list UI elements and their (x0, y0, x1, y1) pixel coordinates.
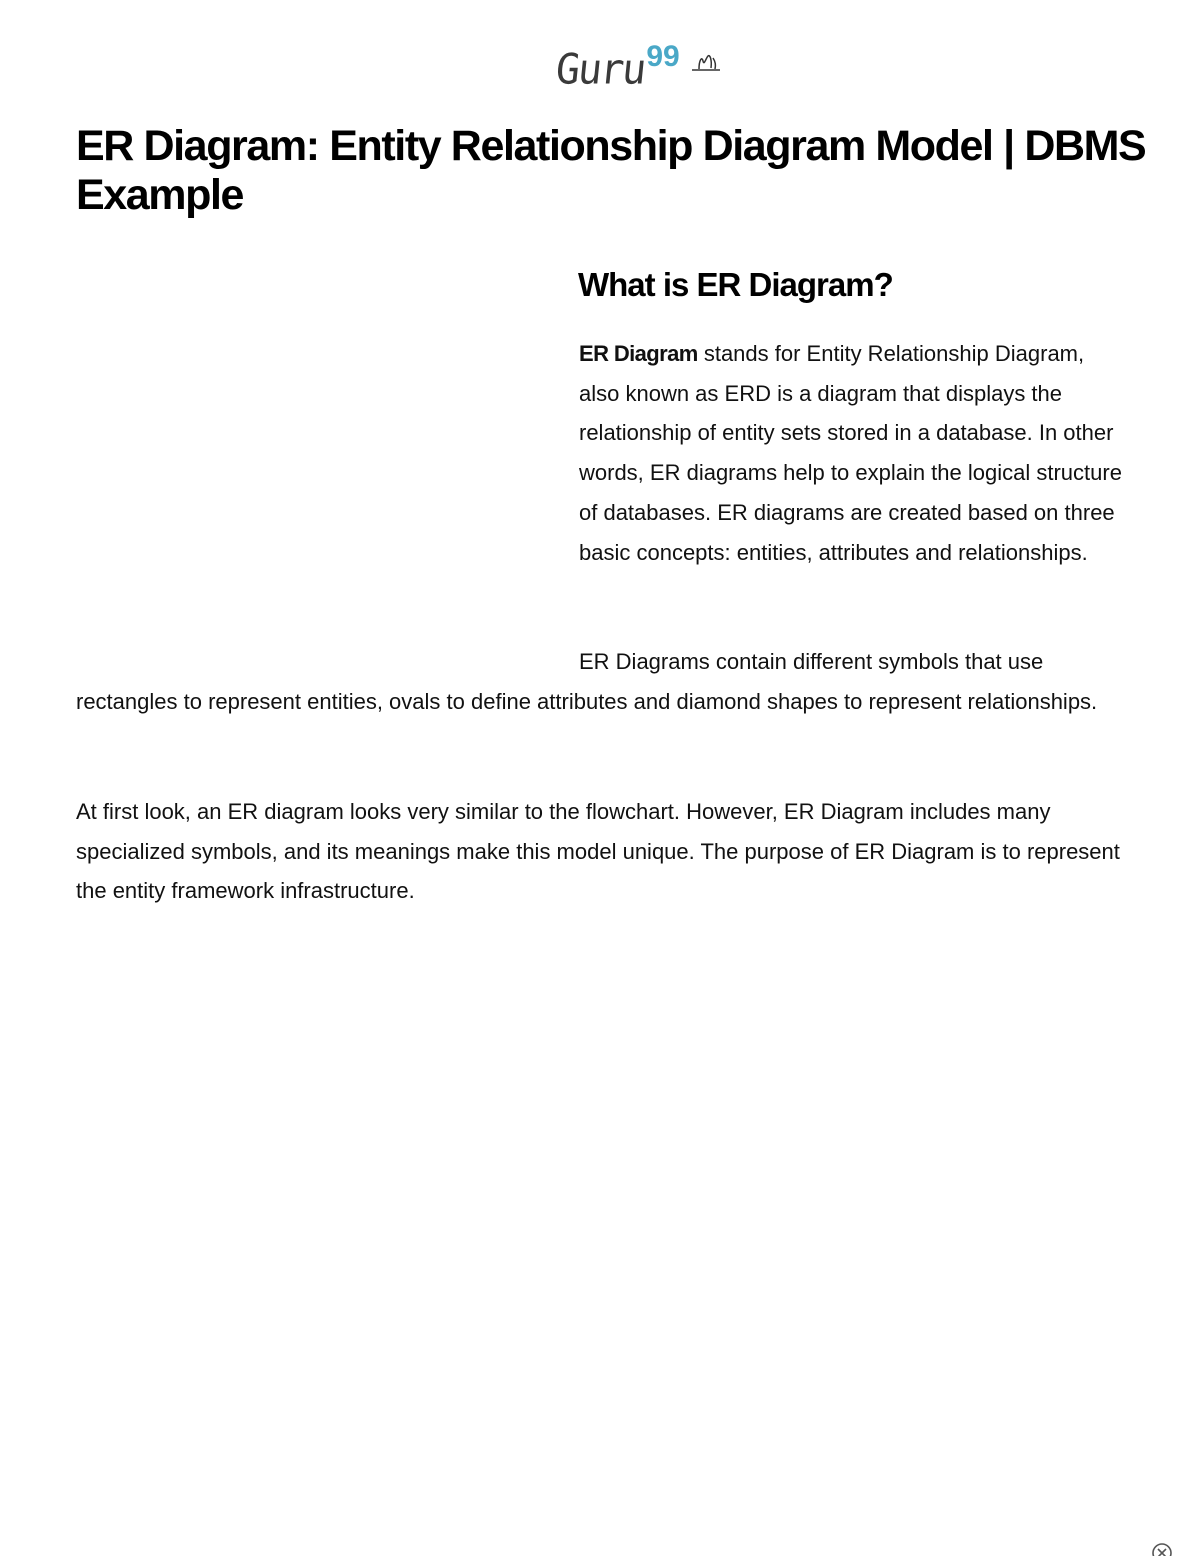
site-logo[interactable] (553, 40, 722, 95)
ad-choices-icon[interactable] (1150, 1540, 1176, 1561)
logo-text: Guru (553, 45, 647, 95)
intro-paragraph (579, 334, 1127, 572)
page-title: ER Diagram: Entity Relationship Diagram Model | DBMS Example (76, 122, 1146, 219)
guru99-squiggle-icon (690, 52, 722, 74)
intro-text: stands for Entity Relationship Diagram, also known as ERD is a diagram that displays the relationship of entity sets stored in a database. In other words, ER diagrams help to explain the logical structure of databases. ER diagrams are created based on three basic concepts: entities, attributes and relationships. (579, 341, 1122, 565)
symbols-paragraph: ER Diagrams contain different symbols that use rectangles to represent entities, ovals to define attributes and diamond shapes to represent relationships. (76, 649, 1098, 714)
logo-number: 99 (646, 40, 680, 73)
purpose-paragraph: At first look, an ER diagram looks very similar to the flowchart. However, ER Diagram includes many specialized symbols, and its meanings make this model unique. The purpose of ER Diagram is to represent the entity framework infrastructure. (76, 799, 1120, 904)
intro-term: ER Diagram (579, 341, 698, 366)
section-heading: What is ER Diagram? (578, 266, 893, 303)
